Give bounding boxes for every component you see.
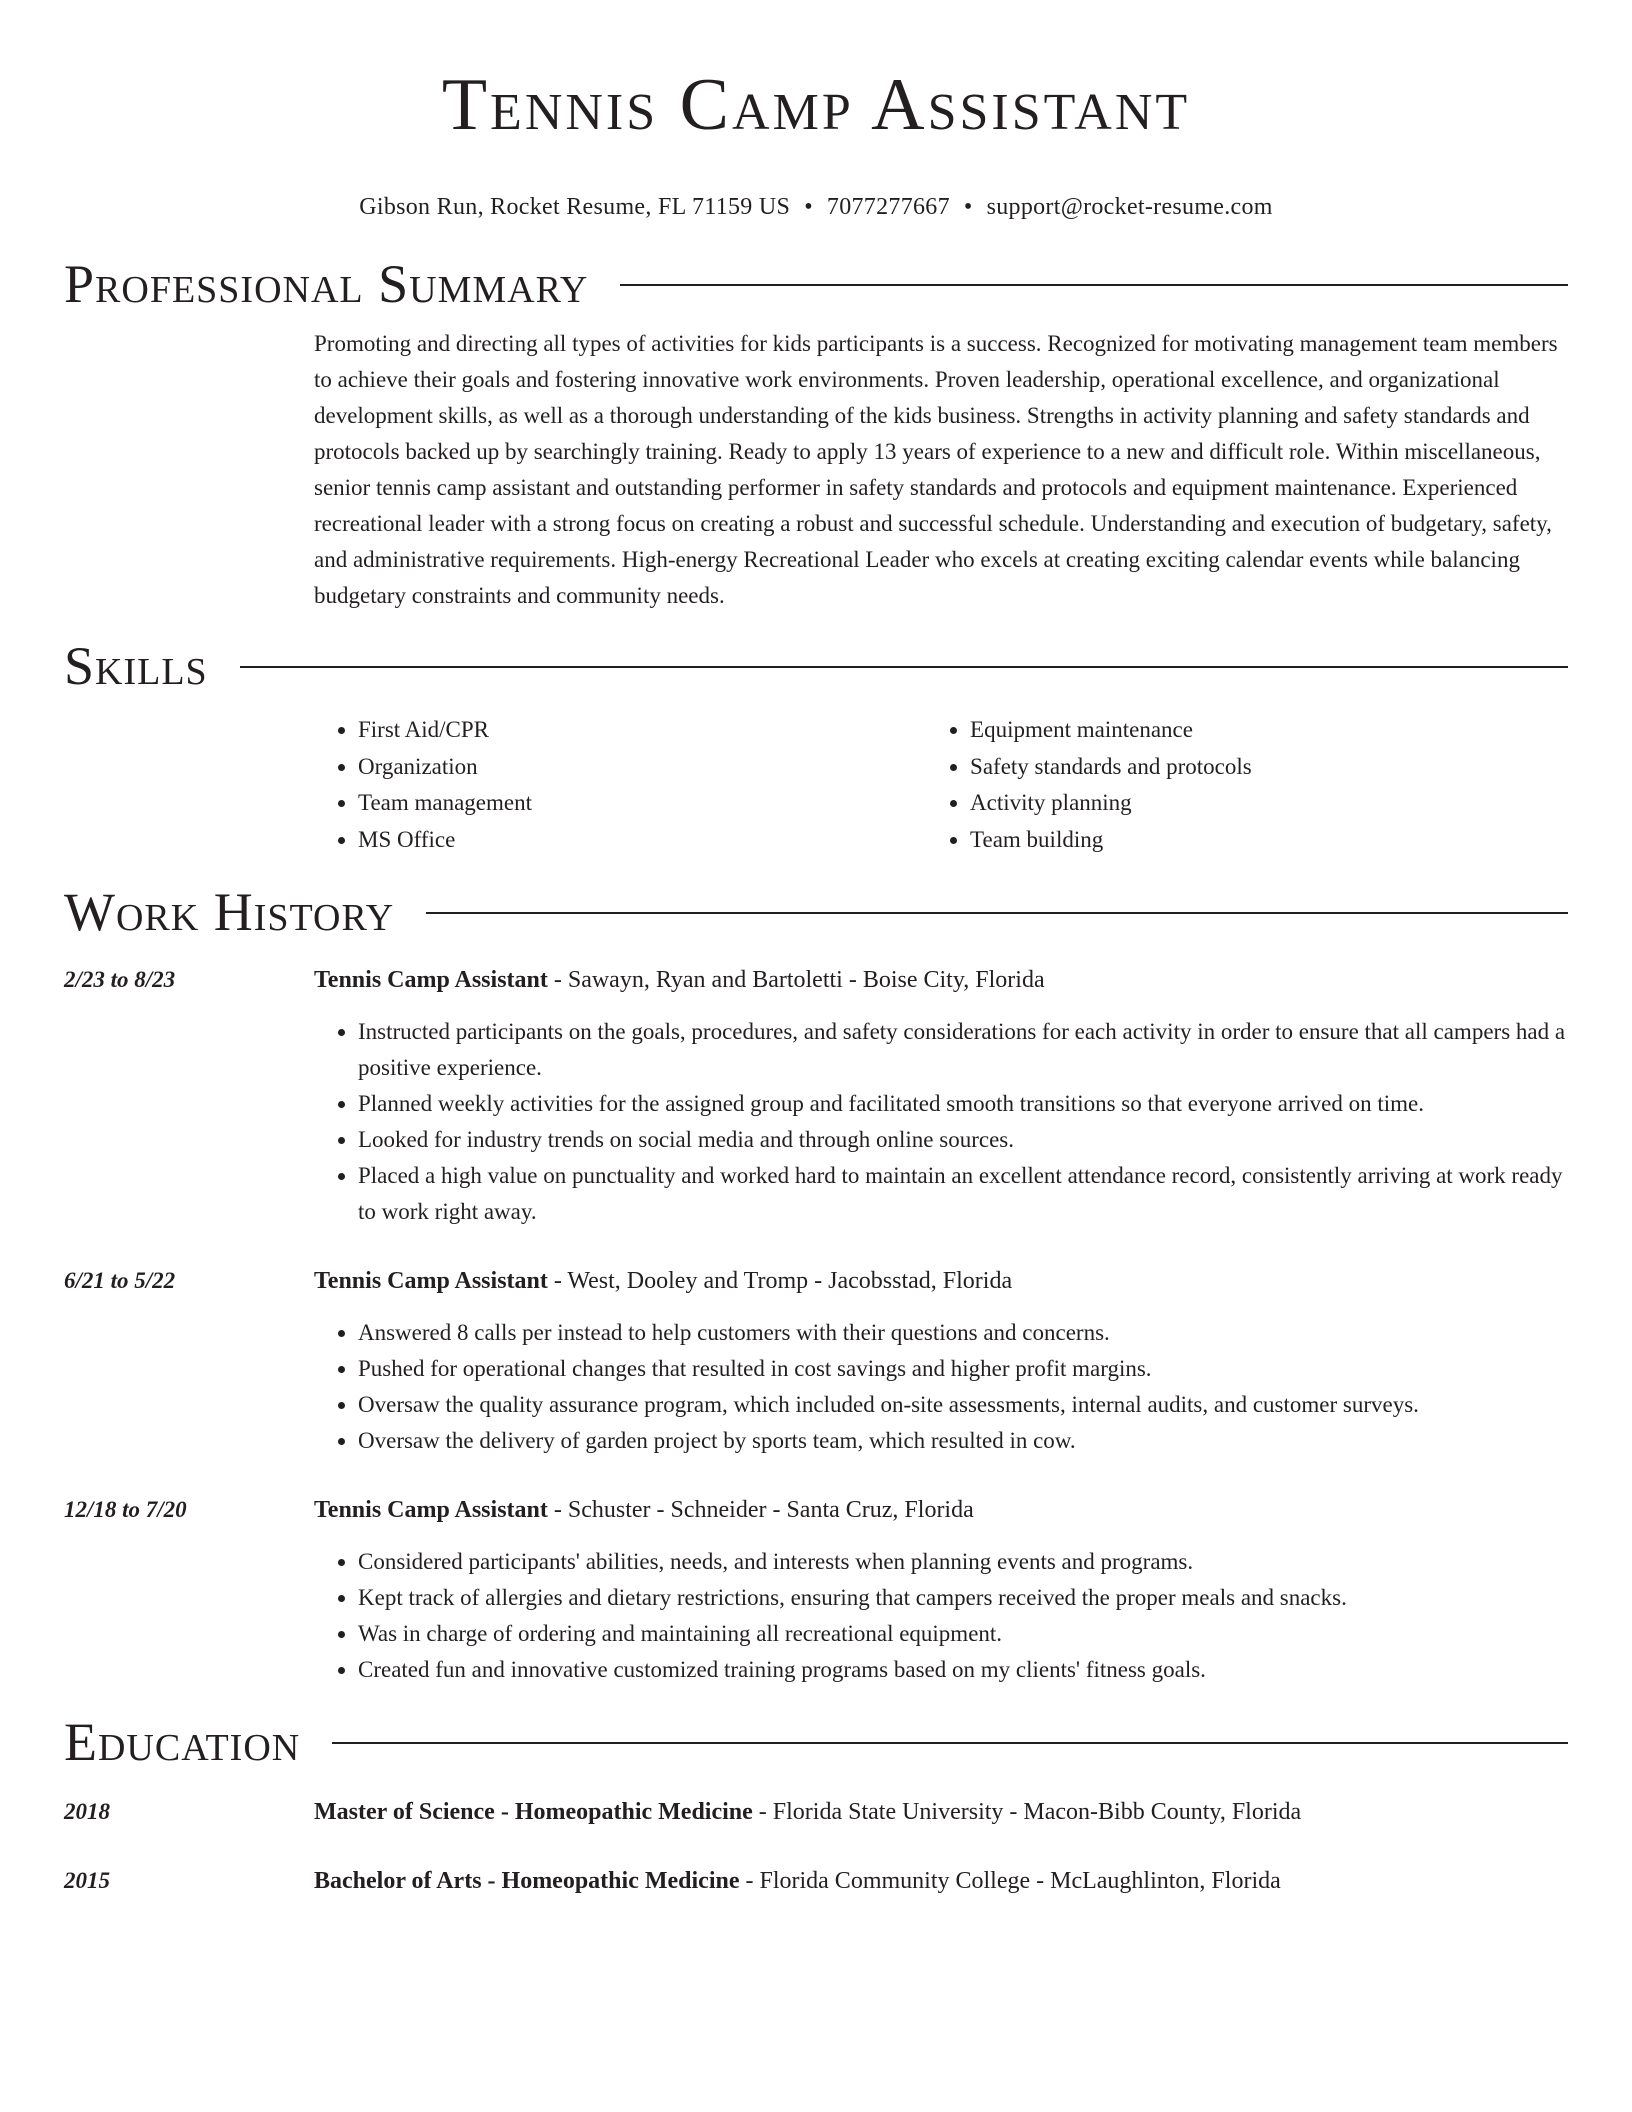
job-bullets: [314, 1014, 1568, 1230]
job-position: Tennis Camp Assistant: [314, 967, 548, 993]
section-divider: [620, 284, 1568, 286]
contact-separator: •: [963, 194, 973, 220]
contact-separator: •: [804, 194, 813, 220]
job-dates: 2/23 to 8/23: [64, 967, 176, 992]
education-degree: Bachelor of Arts - Homeopathic Medicine: [314, 1868, 740, 1894]
skill-item: • Team management: [358, 785, 926, 822]
summary-text: Promoting and directing all types of activities for kids participants is a success. Recognized for motivating management team members to achieve their goals and fostering innovative work environments. Proven leadership, operational excellence, and organizational development skills, as well as a thorough understanding of the kids business. Strengths in activity planning and safety standards and protocols backed up by searchingly training. Ready to apply 13 years of experience to a new and difficult role. Within miscellaneous, senior tennis camp assistant and outstanding performer in safety standards and protocols and equipment maintenance. Experienced recreational leader with a strong focus on creating a robust and successful schedule. Understanding and execution of budgetary, safety, and administrative requirements. High-energy Recreational Leader who excels at creating exciting calendar events while balancing budgetary constraints and community needs.: [314, 331, 1558, 608]
job-entry: [64, 1263, 1568, 1459]
resume-page: [64, 0, 1568, 1899]
skill-item: • Safety standards and protocols: [970, 749, 1568, 786]
skill-item: • MS Office: [358, 822, 926, 859]
job-details: - West, Dooley and Tromp - Jacobsstad, Florida: [547, 1268, 1013, 1294]
job-bullet: • Was in charge of ordering and maintaining all recreational equipment.: [358, 1616, 1568, 1652]
job-body: [314, 962, 1568, 1230]
skill-item: • Team building: [970, 822, 1568, 859]
education-line: [314, 1794, 1301, 1830]
work-section-header: [64, 880, 1568, 944]
contact-address: Gibson Run, Rocket Resume, FL 71159 US: [359, 194, 791, 220]
job-title-line: [314, 1263, 1568, 1299]
job-bullet: • Looked for industry trends on social media and through online sources.: [358, 1122, 1568, 1158]
section-divider: [426, 912, 1568, 914]
job-position: Tennis Camp Assistant: [314, 1268, 548, 1294]
contact-email: support@rocket-resume.com: [986, 194, 1273, 220]
job-bullets: [314, 1315, 1568, 1459]
job-body: [314, 1263, 1568, 1459]
job-details: - Sawayn, Ryan and Bartoletti - Boise City, Florida: [547, 967, 1045, 993]
job-bullet: • Planned weekly activities for the assigned group and facilitated smooth transitions so that everyone arrived on time.: [358, 1086, 1568, 1122]
skills-section-title: Skills: [64, 636, 208, 696]
job-bullet: • Answered 8 calls per instead to help customers with their questions and concerns.: [358, 1315, 1568, 1351]
job-bullet: • Oversaw the delivery of garden project by sports team, which resulted in cow.: [358, 1423, 1568, 1459]
education-year: 2015: [64, 1868, 110, 1893]
job-dates: 12/18 to 7/20: [64, 1497, 187, 1522]
job-details: - Schuster - Schneider - Santa Cruz, Florida: [547, 1497, 974, 1523]
section-divider: [240, 666, 1568, 668]
summary-section-title: Professional Summary: [64, 254, 589, 314]
contact-line: [64, 192, 1568, 222]
job-entry: [64, 962, 1568, 1230]
job-entry: [64, 1492, 1568, 1688]
resume-name: Tennis Camp Assistant: [441, 64, 1191, 146]
education-details: - Florida State University - Macon-Bibb County, Florida: [752, 1799, 1302, 1825]
job-bullet: • Pushed for operational changes that resulted in cost savings and higher profit margins.: [358, 1351, 1568, 1387]
education-year: 2018: [64, 1799, 110, 1824]
work-section-title: Work History: [64, 882, 395, 942]
job-bullets: [314, 1544, 1568, 1688]
skills-section-header: [64, 634, 1568, 698]
job-body: [314, 1492, 1568, 1688]
section-divider: [332, 1742, 1568, 1744]
job-title-line: [314, 962, 1568, 998]
skills-list: [314, 712, 1568, 858]
job-bullet: • Placed a high value on punctuality and worked hard to maintain an excellent attendance record, consistently arriving at work ready to work right away.: [358, 1158, 1568, 1230]
education-degree: Master of Science - Homeopathic Medicine: [314, 1799, 753, 1825]
job-position: Tennis Camp Assistant: [314, 1497, 548, 1523]
skill-item: • Activity planning: [970, 785, 1568, 822]
contact-phone: 7077277667: [826, 194, 950, 220]
education-section-header: [64, 1710, 1568, 1774]
education-section-title: Education: [64, 1712, 301, 1772]
job-bullet: • Oversaw the quality assurance program, which included on-site assessments, internal audits, and customer surveys.: [358, 1387, 1568, 1423]
skills-column-left: [314, 712, 926, 858]
education-details: - Florida Community College - McLaughlinton, Florida: [739, 1868, 1281, 1894]
education-entry: [64, 1794, 1568, 1830]
skill-item: • First Aid/CPR: [358, 712, 926, 749]
skills-column-right: [926, 712, 1568, 858]
job-title-line: [314, 1492, 1568, 1528]
skill-item: • Organization: [358, 749, 926, 786]
skill-item: • Equipment maintenance: [970, 712, 1568, 749]
job-bullet: • Kept track of allergies and dietary restrictions, ensuring that campers received the proper meals and snacks.: [358, 1580, 1568, 1616]
job-bullet: • Instructed participants on the goals, procedures, and safety considerations for each activity in order to ensure that all campers had a positive experience.: [358, 1014, 1568, 1086]
summary-section-header: [64, 252, 1568, 316]
education-entry: [64, 1863, 1568, 1899]
education-line: [314, 1863, 1281, 1899]
summary-block: [314, 326, 1568, 614]
job-bullet: • Created fun and innovative customized training programs based on my clients' fitness goals.: [358, 1652, 1568, 1688]
job-dates: 6/21 to 5/22: [64, 1268, 176, 1293]
job-bullet: • Considered participants' abilities, needs, and interests when planning events and programs.: [358, 1544, 1568, 1580]
